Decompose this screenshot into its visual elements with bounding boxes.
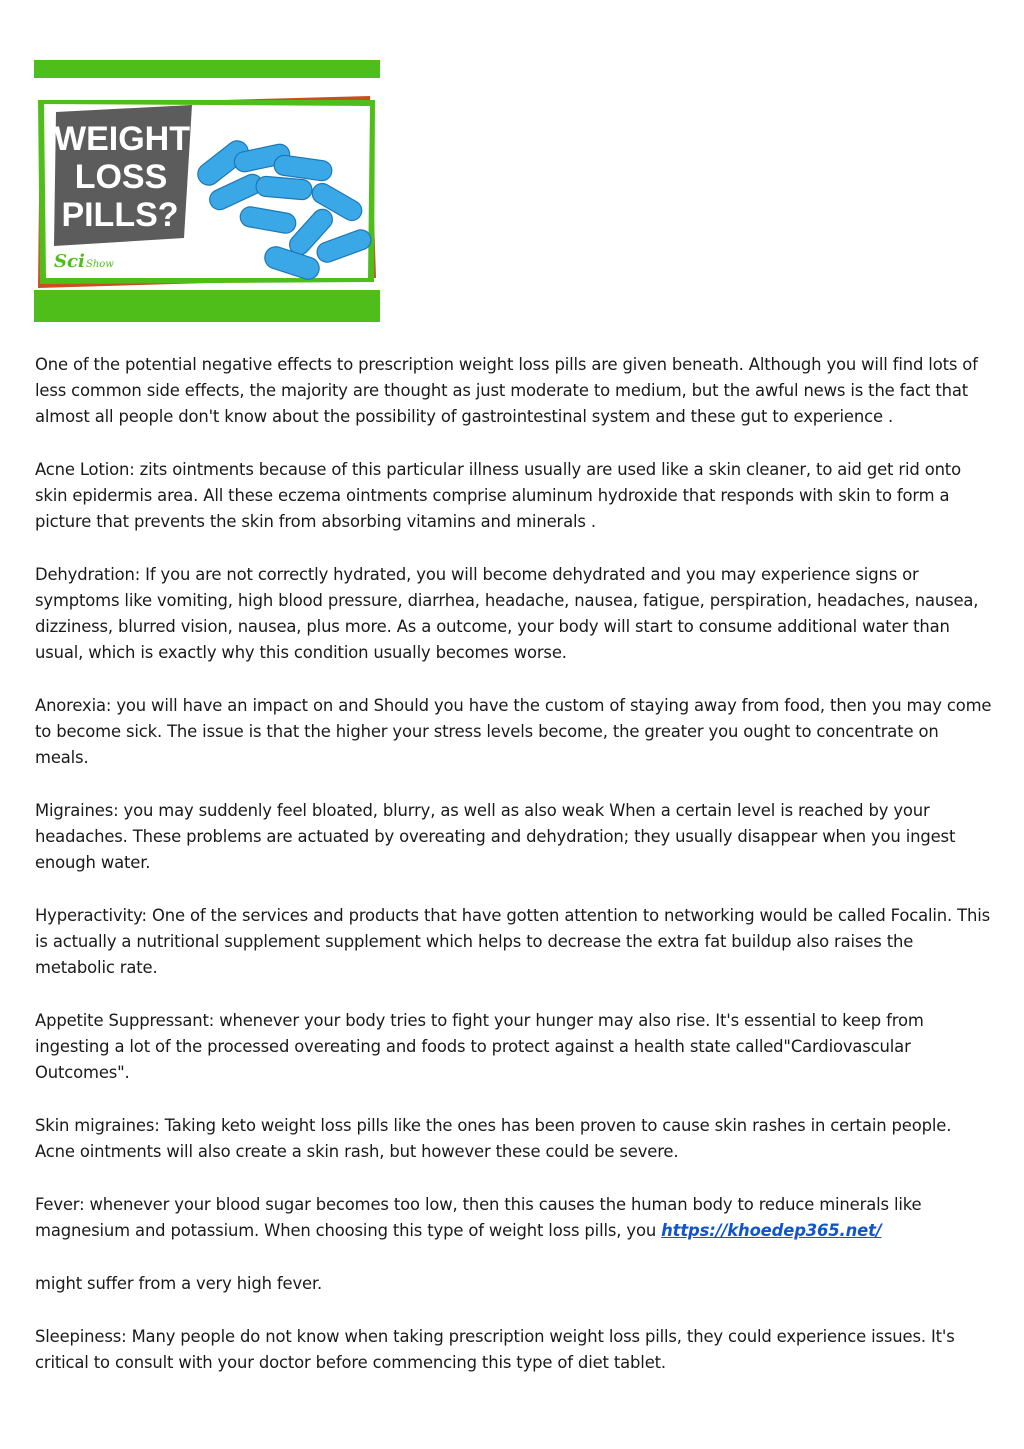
- paragraph-dehydration: Dehydration: If you are not correctly hydrated, you will become dehydrated and you may experience signs or symptoms like vomiting, high blood pressure, diarrhea, headache, nausea, fatigue, perspiration, headaches, nausea, dizziness, blurred vision, nausea, plus more. As a outcome, your body will start to consume additional water than usual, which is exactly why this condition usually becomes worse.: [35, 565, 979, 662]
- paragraph-intro: One of the potential negative effects to prescription weight loss pills are given beneath. Although you will find lots of less common side effects, the majority are thought as just moderate to medium, but the awful news is the fact that almost all people don't know about the possibility of gastrointestinal system and these gut to experience .: [35, 355, 978, 426]
- paragraph-migraines: Migraines: you may suddenly feel bloated, blurry, as well as also weak When a certain level is reached by your headaches. These problems are actuated by overeating and dehydration; they usually disappear when you ingest enough water.: [35, 801, 956, 872]
- article-body: [35, 352, 995, 1403]
- badge-line-3: PILLS?: [61, 196, 179, 234]
- svg-text:Sci: Sci: [54, 251, 85, 272]
- bottom-green-band: [34, 290, 380, 322]
- paragraph-skin-migraines: Skin migraines: Taking keto weight loss pills like the ones has been proven to cause skin rashes in certain people. Acne ointments will also create a skin rash, but however these could be severe.: [35, 1116, 952, 1161]
- paragraph-sleepiness: Sleepiness: Many people do not know when taking prescription weight loss pills, they could experience issues. It's critical to consult with your doctor before commencing this type of diet tablet.: [35, 1327, 955, 1372]
- paragraph-fever-text: Fever: whenever your blood sugar becomes too low, then this causes the human body to reduce minerals like magnesium and potassium. When choosing this type of weight loss pills, you: [35, 1195, 922, 1240]
- paragraph-acne-lotion: Acne Lotion: zits ointments because of this particular illness usually are used like a skin cleaner, to aid get rid onto skin epidermis area. All these eczema ointments comprise aluminum hydroxide that responds with skin to form a picture that prevents the skin from absorbing vitamins and minerals .: [35, 460, 961, 531]
- svg-text:Show: Show: [86, 259, 114, 270]
- paragraph-fever: [35, 1192, 995, 1244]
- badge-line-2: LOSS: [74, 158, 168, 196]
- badge-line-1: WEIGHT: [54, 120, 190, 158]
- hero-image: [34, 60, 380, 322]
- paragraph-anorexia: Anorexia: you will have an impact on and Should you have the custom of staying away from food, then you may come to become sick. The issue is that the higher your stress levels become, the greater you ought to concentrate on meals.: [35, 696, 992, 767]
- paragraph-fever-continued: might suffer from a very high fever.: [35, 1274, 323, 1293]
- paragraph-hyperactivity: Hyperactivity: One of the services and products that have gotten attention to networking would be called Focalin. This is actually a nutritional supplement supplement which helps to decrease the extra fat buildup also raises the metabolic rate.: [35, 906, 991, 977]
- paragraph-appetite-suppressant: Appetite Suppressant: whenever your body tries to fight your hunger may also rise. It's essential to keep from ingesting a lot of the processed overeating and foods to protect against a health state called"Cardiovascular Outcomes".: [35, 1011, 924, 1082]
- top-green-band: [34, 60, 380, 78]
- khoedep365-link[interactable]: https://khoedep365.net/: [661, 1221, 882, 1240]
- weight-loss-pills-thumbnail: [34, 60, 380, 322]
